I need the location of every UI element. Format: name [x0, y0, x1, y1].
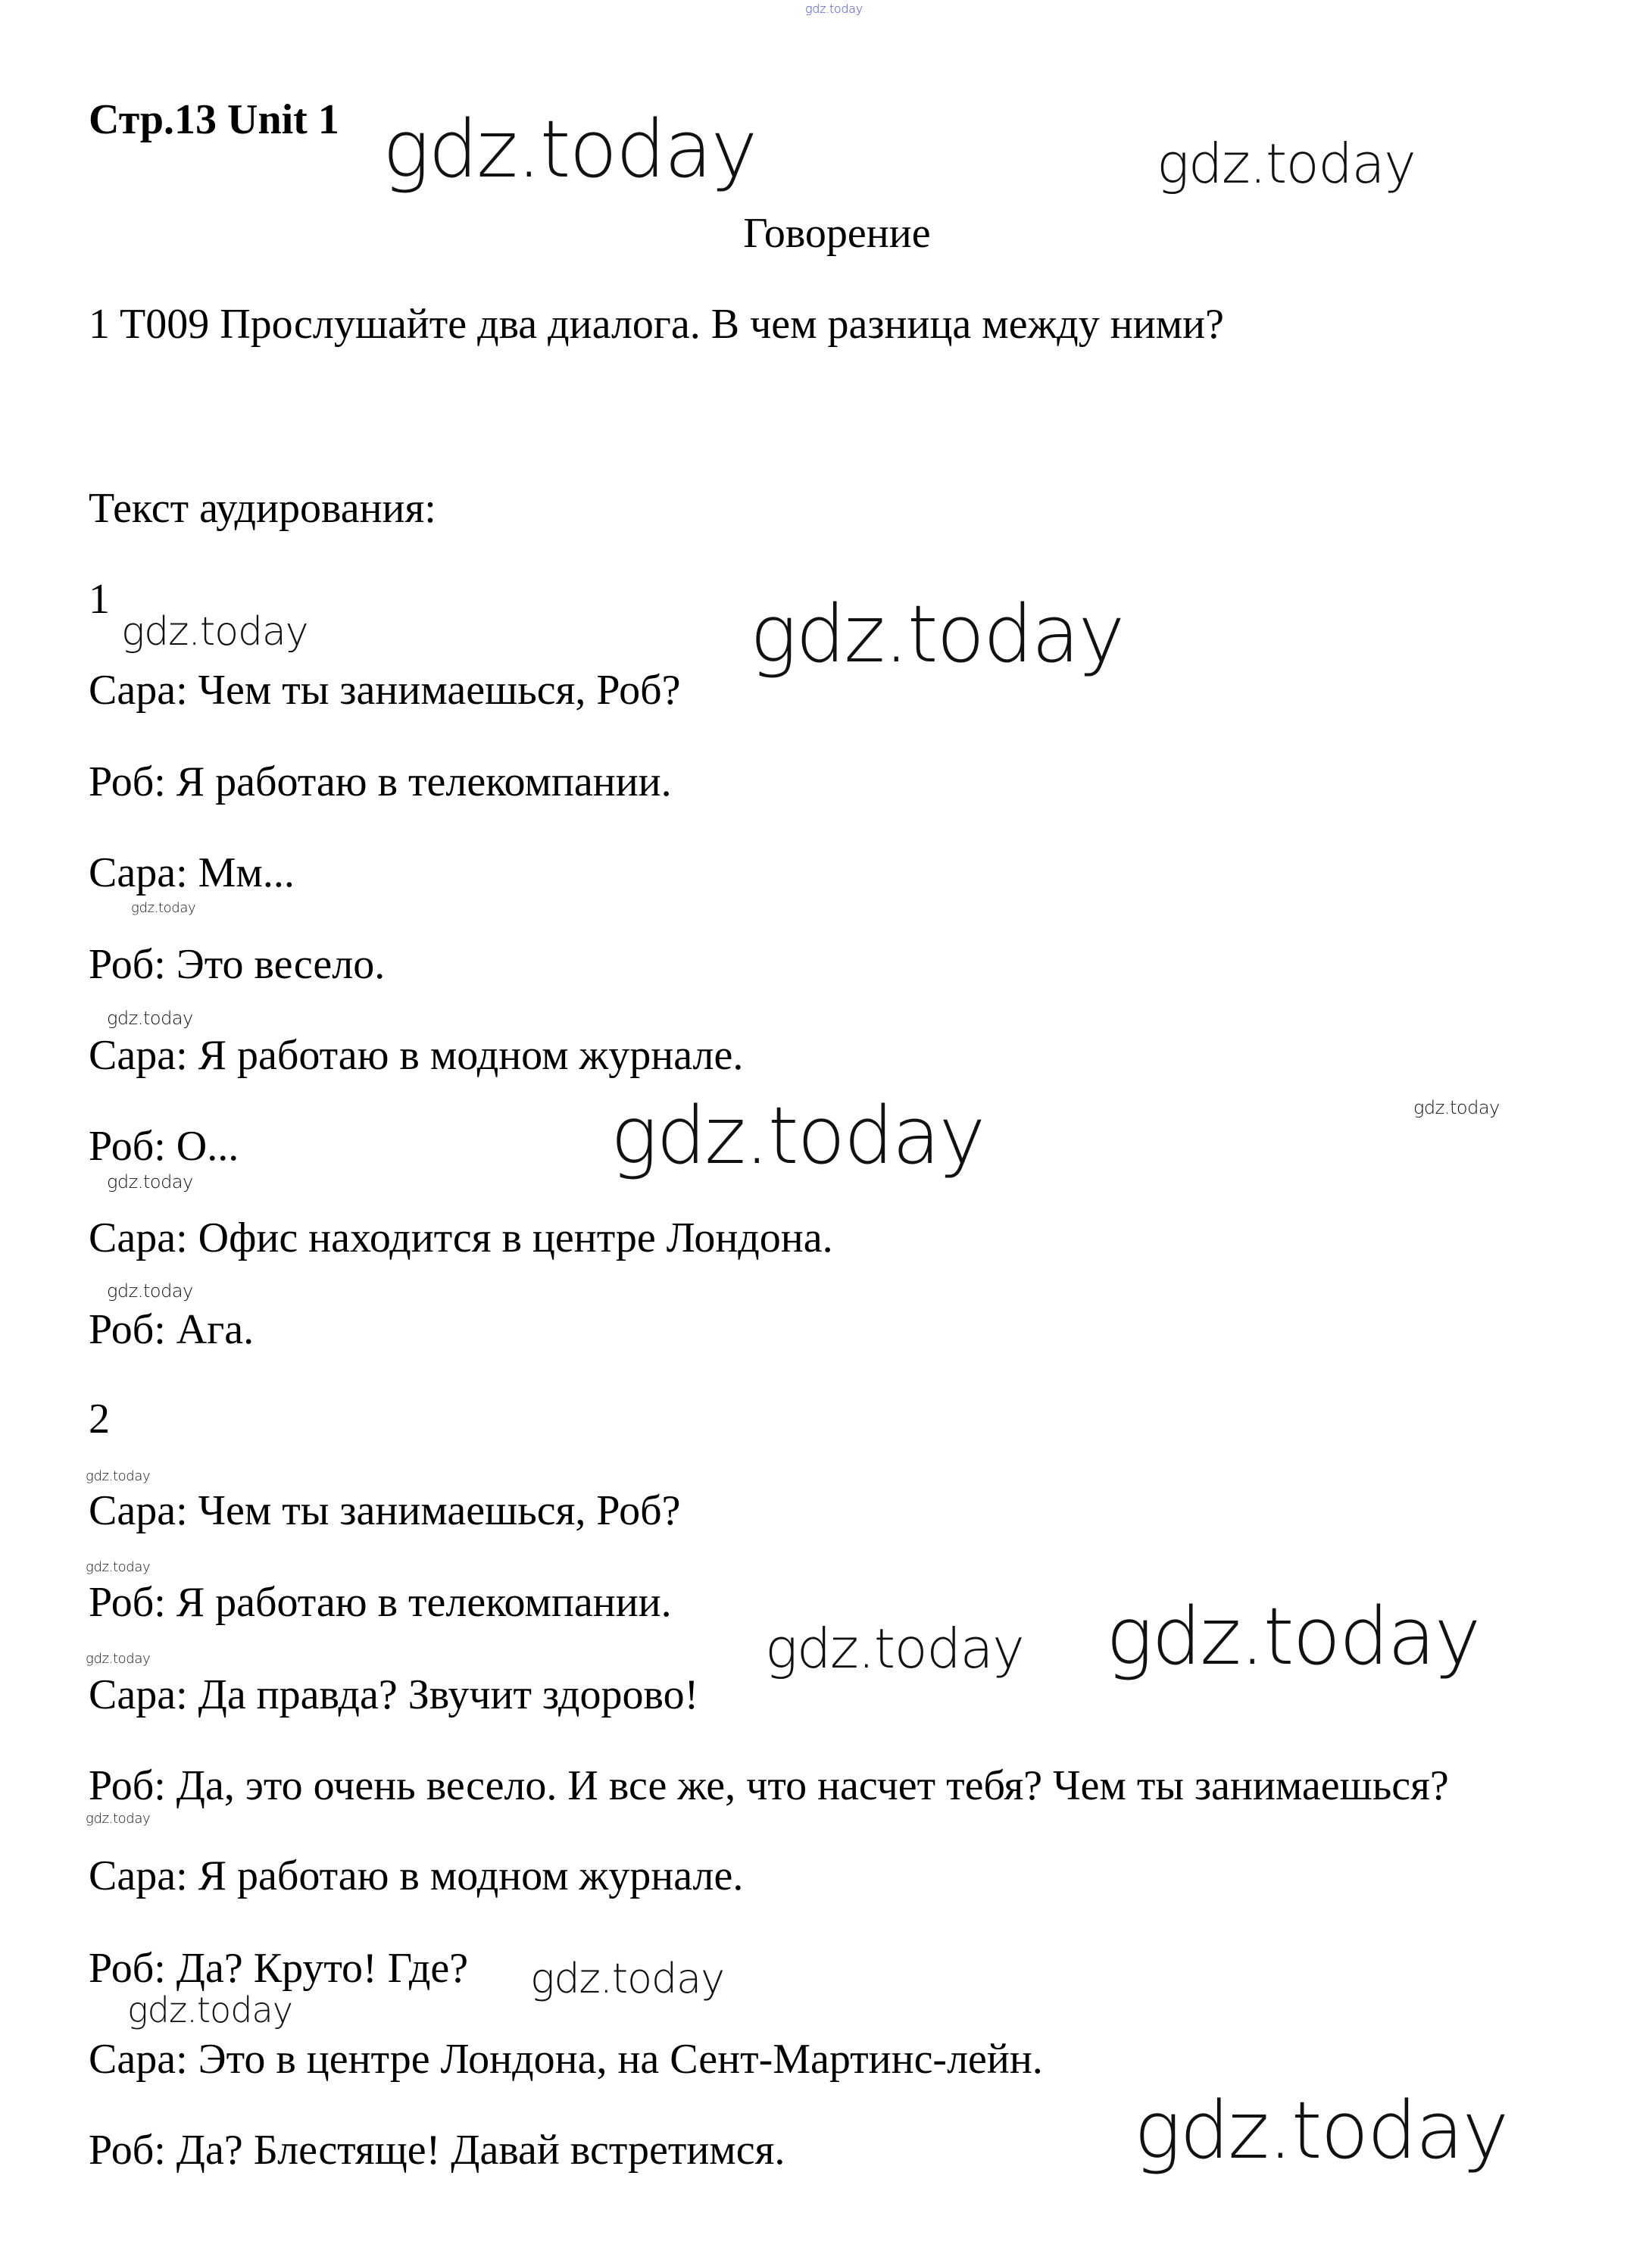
- watermark: gdz.today: [750, 588, 1124, 680]
- watermark: gdz.today: [107, 1008, 193, 1029]
- watermark: gdz.today: [1106, 1590, 1480, 1683]
- watermark: gdz.today: [530, 1955, 725, 2002]
- dialogue-line: Роб: Да, это очень весело. И все же, что насчет тебя? Чем ты занимаешься?: [89, 1762, 1449, 1809]
- dialogue-number: 1: [89, 576, 110, 623]
- dialogue-line: Сара: Чем ты занимаешься, Роб?: [89, 1487, 681, 1534]
- dialogue-line: Сара: Чем ты занимаешься, Роб?: [89, 667, 681, 714]
- page-title: Стр.13 Unit 1: [89, 96, 339, 143]
- watermark: gdz.today: [383, 103, 757, 195]
- watermark: gdz.today: [107, 1280, 193, 1302]
- dialogue-line: Роб: Я работаю в телекомпании.: [89, 758, 672, 805]
- dialogue-line: Сара: Мм...: [89, 849, 295, 896]
- dialogue-line: Роб: Это весело.: [89, 941, 386, 988]
- dialogue-line: Сара: Офис находится в центре Лондона.: [89, 1214, 833, 1261]
- dialogue-line: Сара: Я работаю в модном журнале.: [89, 1032, 744, 1079]
- watermark: gdz.today: [107, 1171, 193, 1193]
- watermark: gdz.today: [86, 1559, 151, 1575]
- watermark: gdz.today: [1134, 2084, 1508, 2177]
- watermark: gdz.today: [805, 2, 863, 16]
- dialogue-line: Роб: О...: [89, 1123, 239, 1170]
- watermark: gdz.today: [131, 900, 196, 916]
- watermark: gdz.today: [127, 1990, 293, 2030]
- watermark: gdz.today: [86, 1468, 151, 1484]
- watermark: gdz.today: [86, 1651, 151, 1667]
- dialogue-line: Сара: Да правда? Звучит здорово!: [89, 1671, 699, 1718]
- task-text: 1 T009 Прослушайте два диалога. В чем разница между ними?: [89, 301, 1224, 348]
- dialogue-line: Сара: Я работаю в модном журнале.: [89, 1852, 744, 1899]
- dialogue-line: Роб: Ага.: [89, 1306, 255, 1353]
- watermark: gdz.today: [1157, 132, 1416, 195]
- watermark: gdz.today: [611, 1089, 985, 1182]
- watermark: gdz.today: [86, 1811, 151, 1827]
- section-heading: Говорение: [743, 210, 931, 257]
- dialogue-line: Роб: Да? Круто! Где?: [89, 1945, 469, 1992]
- transcript-label: Текст аудирования:: [89, 485, 436, 532]
- watermark: gdz.today: [121, 609, 308, 655]
- watermark: gdz.today: [1413, 1097, 1500, 1118]
- dialogue-line: Роб: Я работаю в телекомпании.: [89, 1579, 672, 1626]
- dialogue-line: Сара: Это в центре Лондона, на Сент-Мартинс-лейн.: [89, 2036, 1043, 2083]
- dialogue-number: 2: [89, 1396, 110, 1443]
- dialogue-line: Роб: Да? Блестяще! Давай встретимся.: [89, 2127, 785, 2174]
- watermark: gdz.today: [765, 1617, 1024, 1680]
